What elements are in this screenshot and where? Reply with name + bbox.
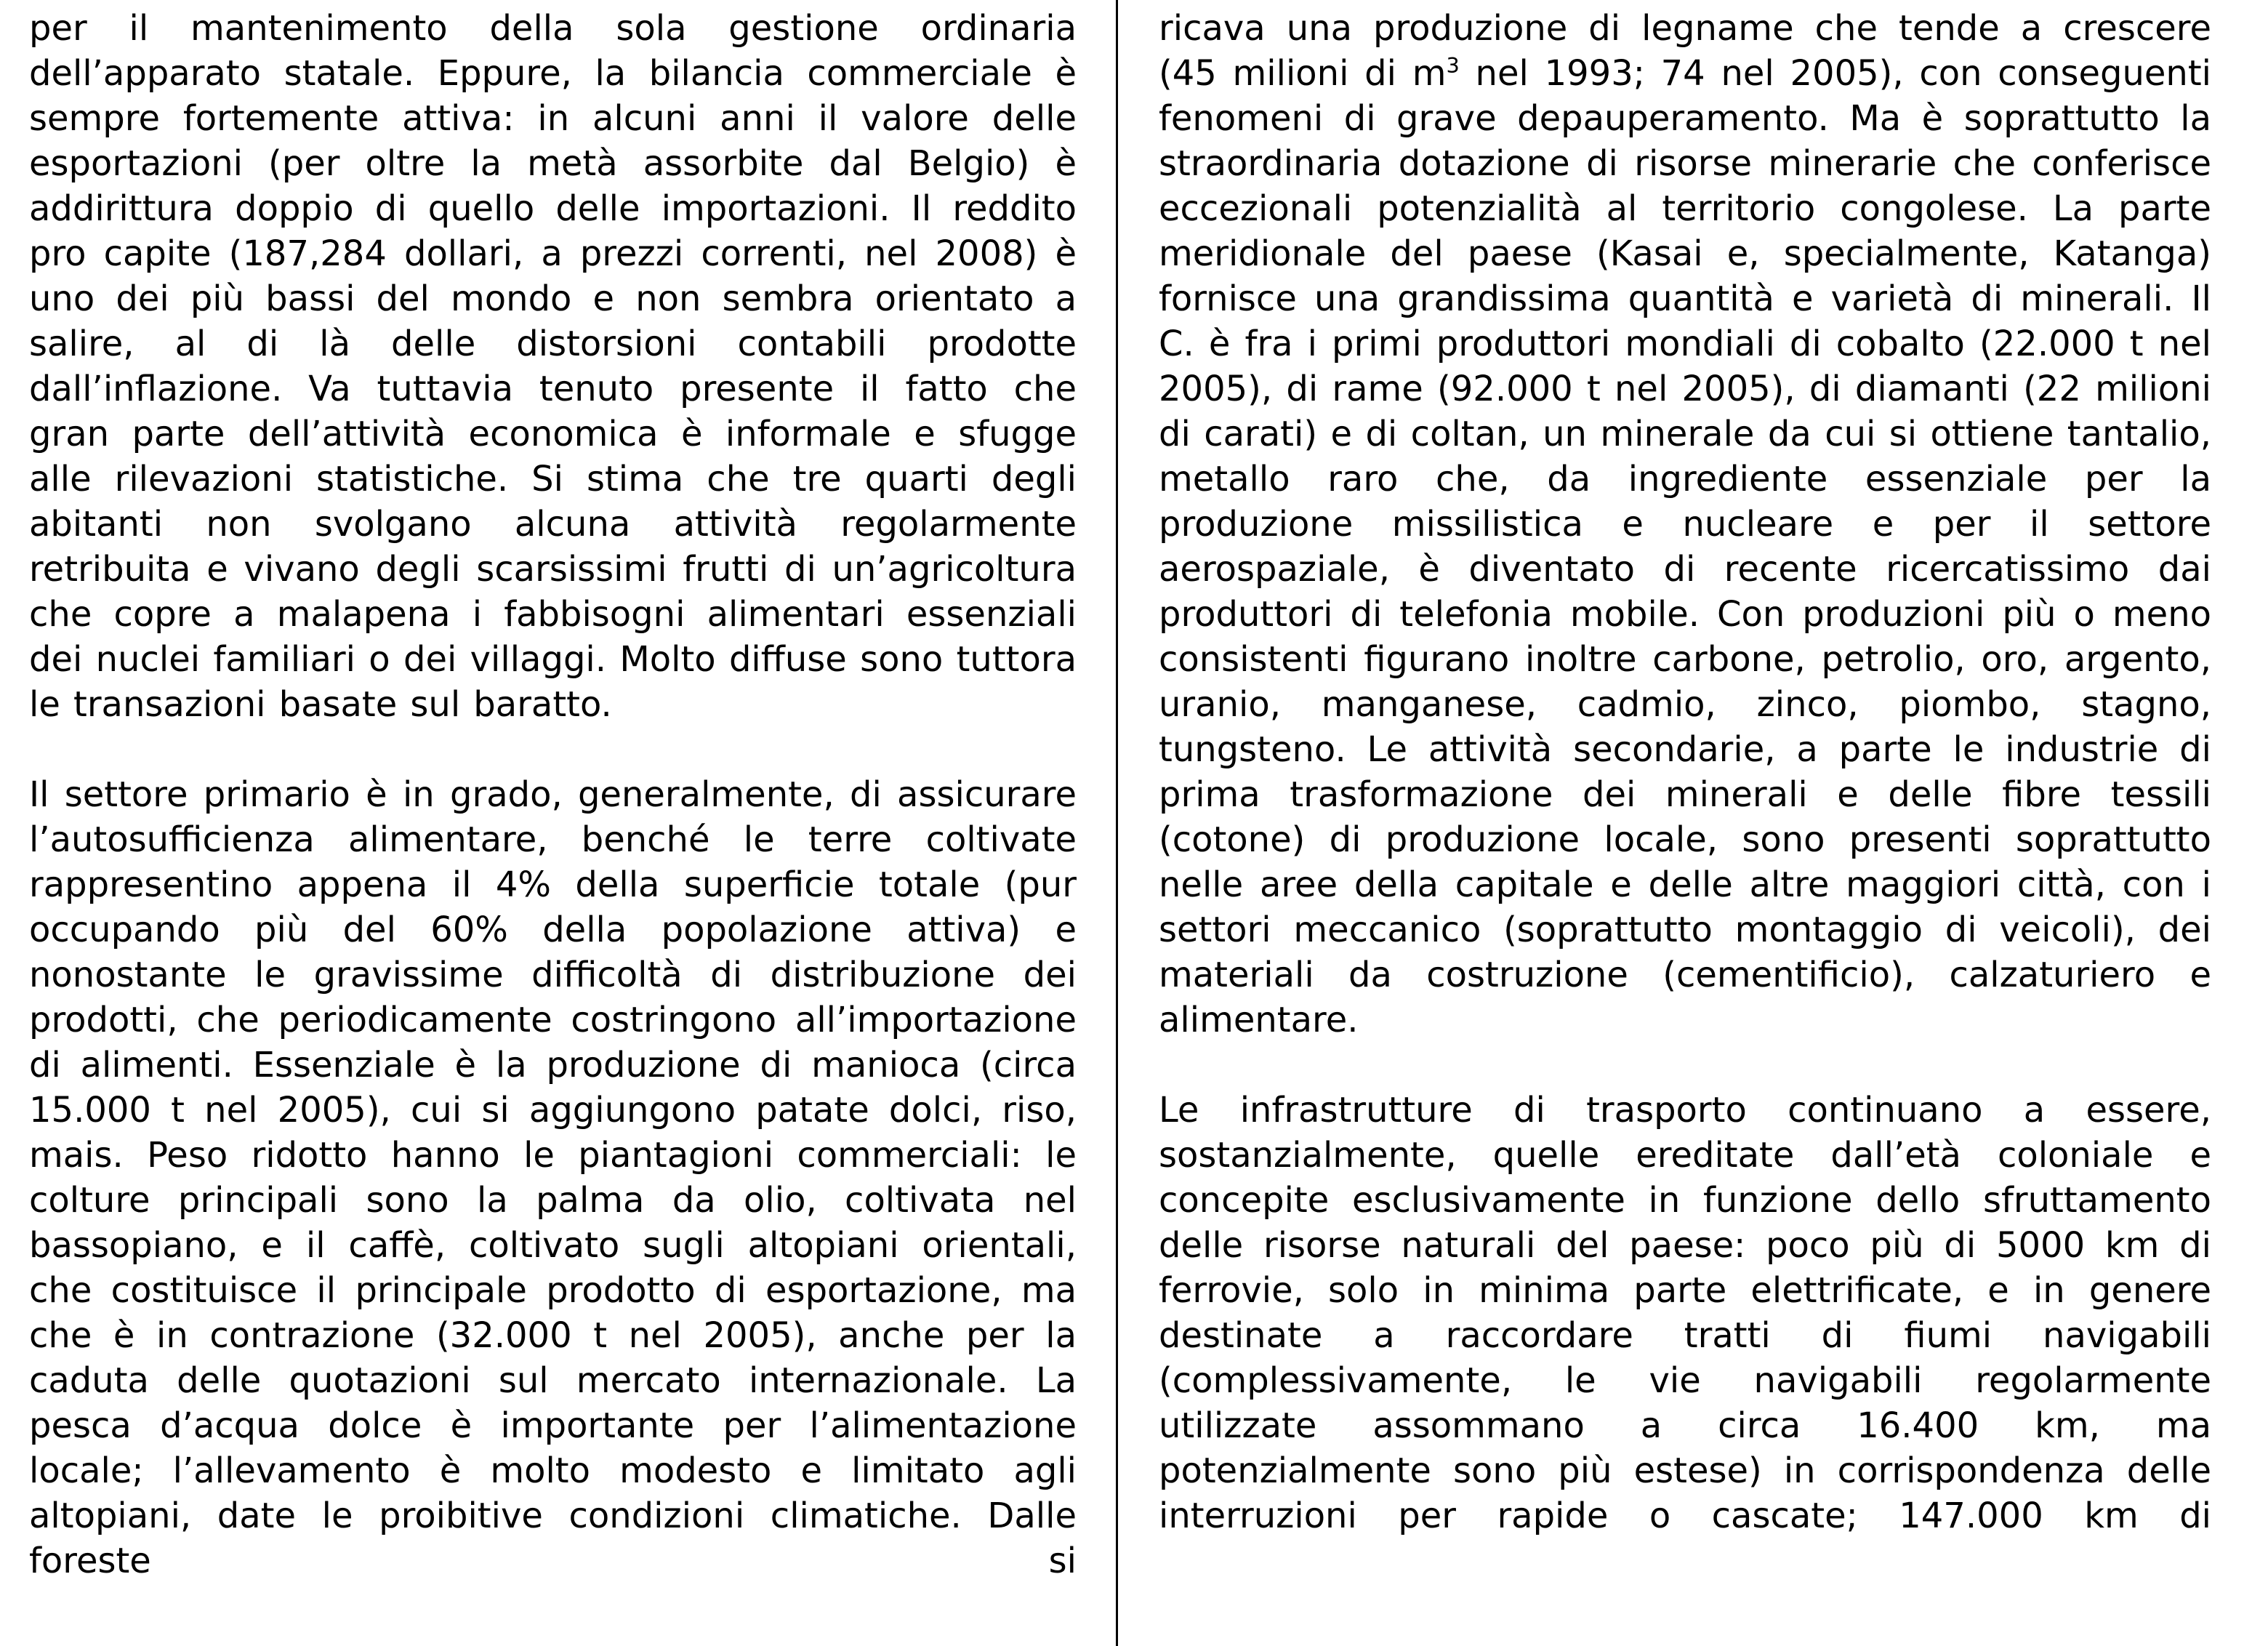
text-run: nel 1993; 74 nel 2005), con conseguenti fenomeni di grave depauperamento. Ma è soprattutto la straordinaria dotazione di risorse minerarie che conferisce eccezionali potenzialità al territorio congolese. La parte meridionale del paese (Kasai e, specialmente, Katanga) fornisce una grandissima quantità e varietà di minerali. Il C. è fra i primi produttori mondiali di cobalto (22.000 t nel 2005), di rame (92.000 t nel 2005), di diamanti (22 milioni di carati) e di coltan, un minerale da cui si ottiene tantalio, metallo raro che, da ingrediente essenziale per la produzione missilistica e nucleare e per il settore aerospaziale, è diventato di recente ricercatissimo dai produttori di telefonia mobile. Con produzioni più o meno consistenti figurano inoltre carbone, petrolio, oro, argento, uranio, manganese, cadmio, zinco, piombo, stagno, tungsteno. Le attività secondarie, a parte le industrie di prima trasformazione dei minerali e delle fibre tessili (cotone) di produzione locale, sono presenti soprattutto nelle aree della capitale e delle altre maggiori città, con i settori meccanico (soprattutto montaggio di veicoli), dei materiali da costruzione (cementificio), calzaturiero e alimentare. [1159, 53, 2211, 1040]
text-run: per il mantenimento della sola gestione ordinaria dell’apparato statale. Eppure, la bilancia commerciale è sempre fortemente attiva: in alcuni anni il valore delle esportazioni (per oltre la metà assorbite dal Belgio) è addirittura doppio di quello delle importazioni. Il reddito pro capite (187,284 dollari, a prezzi correnti, nel 2008) è uno dei più bassi del mondo e non sembra orientato a salire, al di là delle distorsioni contabili prodotte dall’inflazione. Va tuttavia tenuto presente il fatto che gran parte dell’attività economica è informale e sfugge alle rilevazioni statistiche. Si stima che tre quarti degli abitanti non svolgano alcuna attività regolarmente retribuita e vivano degli scarsissimi frutti di un’agricoltura che copre a malapena i fabbisogni alimentari essenziali dei nuclei familiari o dei villaggi. Molto diffuse sono tuttora le transazioni basate sul baratto. [29, 8, 1077, 725]
text-column-left [29, 0, 1077, 1646]
text-run: Il settore primario è in grado, generalmente, di assicurare l’autosufficienza alimentare, benché le terre coltivate rappresentino appena il 4% della superficie totale (pur occupando più del 60% della popolazione attiva) e nonostante le gravissime difficoltà di distribuzione dei prodotti, che periodicamente costringono all’importazione di alimenti. Essenziale è la produzione di manioca (circa 15.000 t nel 2005), cui si aggiungono patate dolci, riso, mais. Peso ridotto hanno le piantagioni commerciali: le colture principali sono la palma da olio, coltivata nel bassopiano, e il caffè, coltivato sugli altopiani orientali, che costituisce il principale prodotto di esportazione, ma che è in contrazione (32.000 t nel 2005), anche per la caduta delle quotazioni sul mercato internazionale. La pesca d’acqua dolce è importante per l’alimentazione locale; l’allevamento è molto modesto e limitato agli altopiani, date le proibitive condizioni climatiche. Dalle foreste si [29, 774, 1077, 1581]
text-run: ricava una produzione di legname che tende a crescere (45 milioni di m [1159, 8, 2211, 94]
column-divider-rule [1116, 0, 1118, 1646]
paragraph [29, 6, 1077, 727]
paragraph [1159, 6, 2211, 1043]
paragraph [1159, 1088, 2211, 1538]
text-column-right [1159, 0, 2211, 1646]
paragraph [29, 772, 1077, 1583]
text-run: Le infrastrutture di trasporto continuano a essere, sostanzialmente, quelle ereditate dall’età coloniale e concepite esclusivamente in funzione dello sfruttamento delle risorse naturali del paese: poco più di 5000 km di ferrovie, solo in minima parte elettrificate, e in genere destinate a raccordare tratti di fiumi navigabili (complessivamente, le vie navigabili regolarmente utilizzate assommano a circa 16.400 km, ma potenzialmente sono più estese) in corrispondenza delle interruzioni per rapide o cascate; 147.000 km di [1159, 1090, 2211, 1536]
superscript-exponent: 3 [1446, 52, 1460, 78]
